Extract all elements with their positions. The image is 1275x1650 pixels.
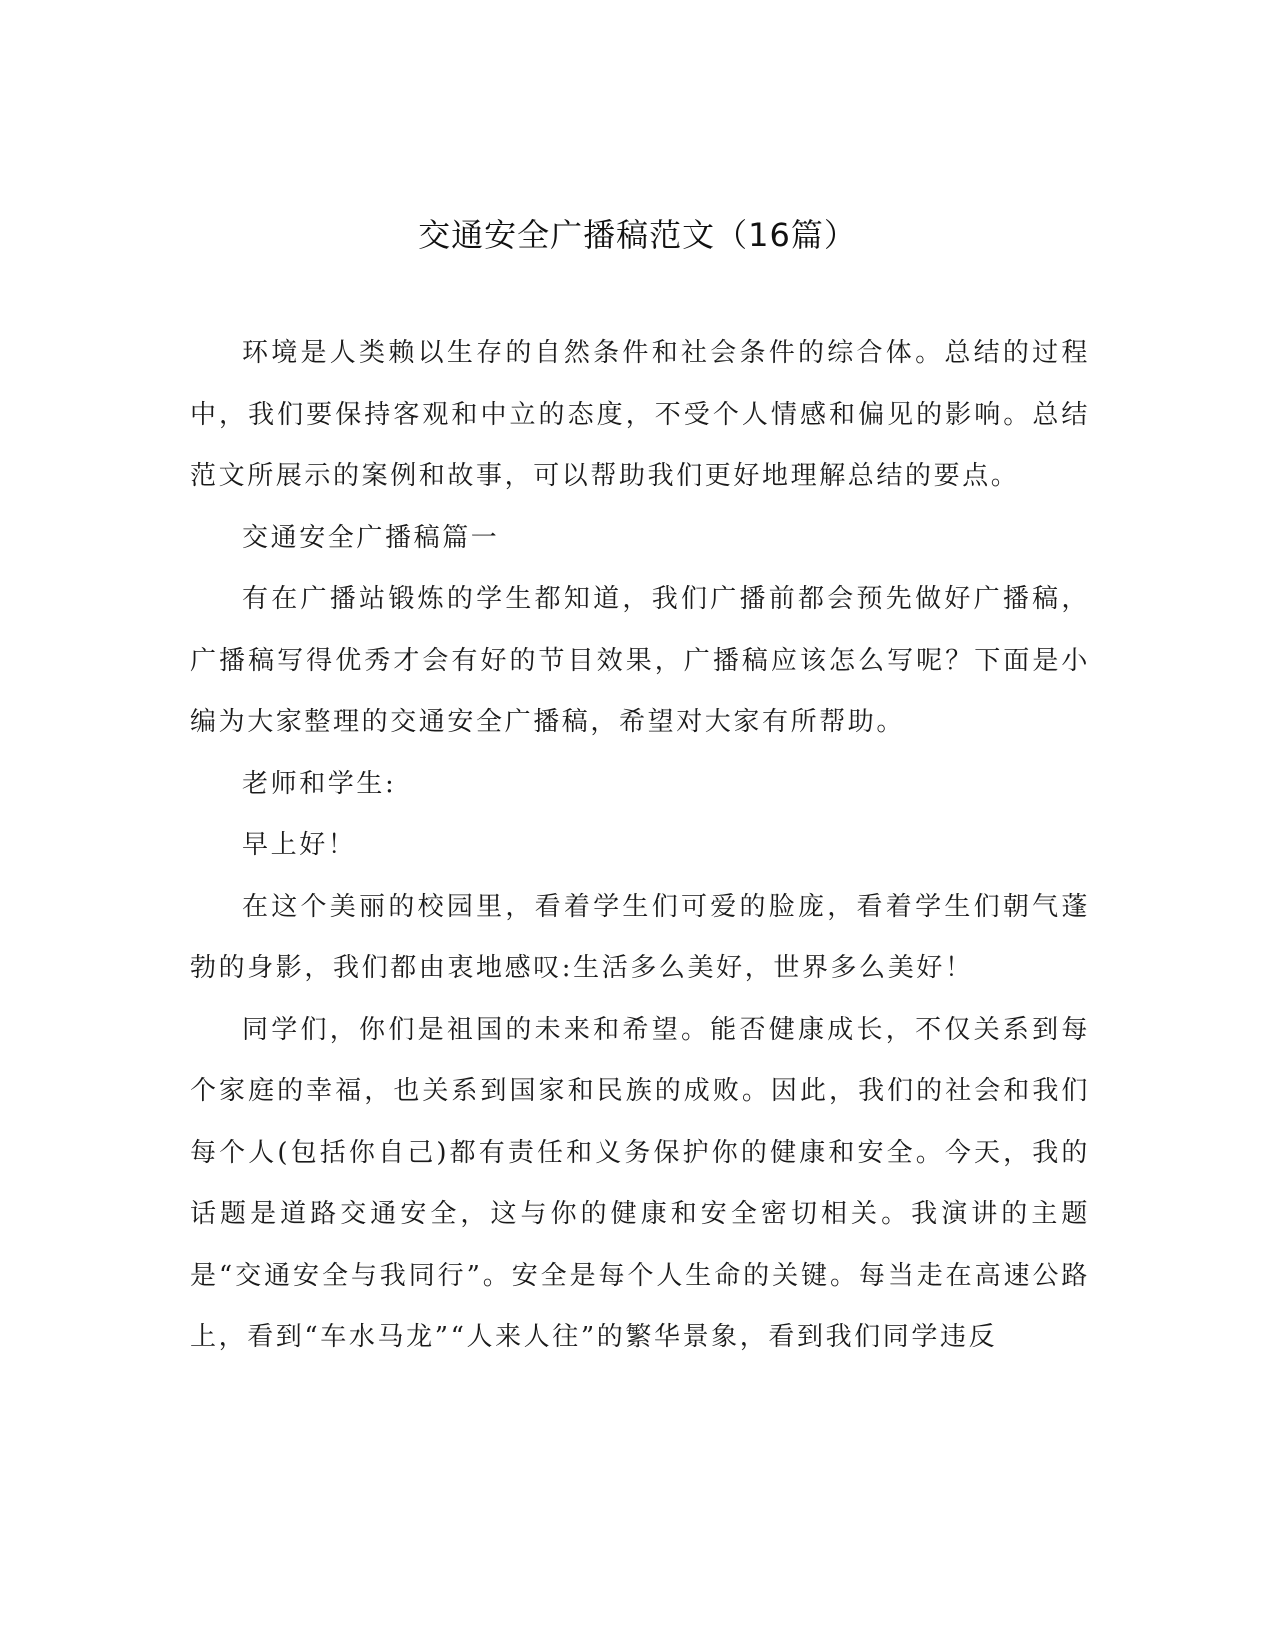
- document-title: 交通安全广播稿范文（16篇）: [418, 216, 857, 254]
- paragraph-greeting: 早上好！: [242, 830, 357, 860]
- paragraph-salutation: 老师和学生:: [242, 768, 397, 799]
- paragraph-intro: 环境是人类赖以生存的自然条件和社会条件的综合体。总结的过程中，我们要保持客观和中立的态度，不受个人情感和偏见的影响。总结范文所展示的案例和故事，可以帮助我们更好地理解总结的要点。: [190, 338, 1090, 491]
- paragraph-main: 同学们，你们是祖国的未来和希望。能否健康成长，不仅关系到每个家庭的幸福，也关系到国家和民族的成败。因此，我们的社会和我们每个人(包括你自己)都有责任和义务保护你的健康和安全。今天，我的话题是道路交通安全，这与你的健康和安全密切相关。我演讲的主题是“交通安全与我同行”。安全是每个人生命的关键。每当走在高速公路上，看到“车水马龙”“人来人往”的繁华景象，看到我们同学违反: [190, 1014, 1090, 1352]
- paragraph-campus: 在这个美丽的校园里，看着学生们可爱的脸庞，看着学生们朝气蓬勃的身影，我们都由衷地感叹:生活多么美好，世界多么美好！: [190, 891, 1090, 983]
- section-heading: 交通安全广播稿篇一: [242, 522, 500, 553]
- paragraph-preface: 有在广播站锻炼的学生都知道，我们广播前都会预先做好广播稿，广播稿写得优秀才会有好的节目效果，广播稿应该怎么写呢？下面是小编为大家整理的交通安全广播稿，希望对大家有所帮助。: [190, 584, 1090, 737]
- document-body: [190, 323, 1090, 1369]
